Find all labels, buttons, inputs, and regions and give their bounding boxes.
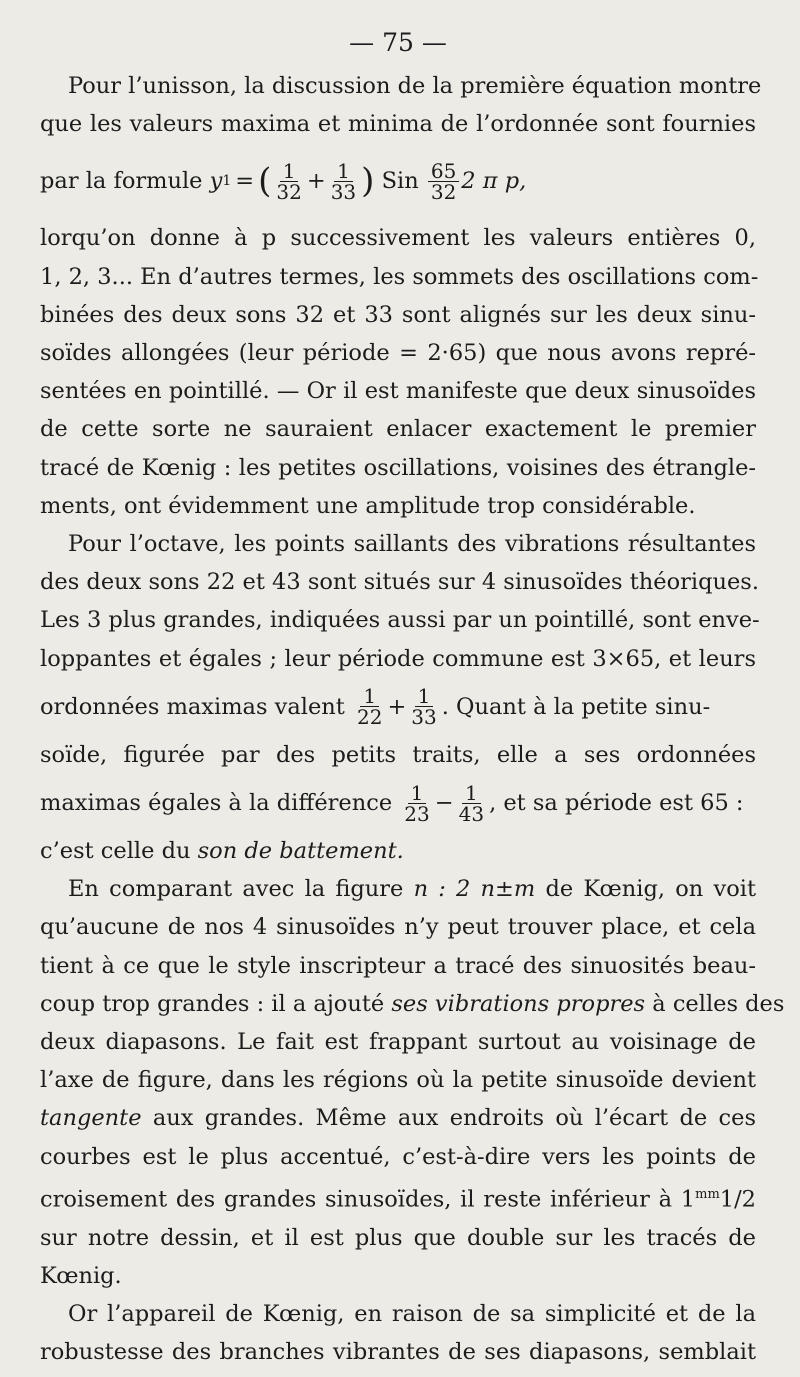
text-line: tient à ce que le style inscripteur a tracé des sinuosités beau- (40, 952, 756, 979)
fraction: $\frac{65}{32}$ (428, 161, 459, 202)
unit-superscript: mm (695, 1186, 720, 1202)
text-suffix: , et sa période est 65 : (489, 789, 744, 816)
text-line: Or l’appareil de Kœnig, en raison de sa simplicité et de la (68, 1300, 756, 1327)
text-line: des deux sons 22 et 43 sont situés sur 4 sinusoïdes théoriques. (40, 569, 759, 596)
text-suffix: . Quant à la petite sinu- (441, 693, 711, 720)
minus-sign: − (434, 789, 454, 816)
text-line: sentées en pointillé. — Or il est manifeste que deux sinusoïdes (40, 378, 756, 405)
paragraph-apparatus (40, 1295, 756, 1371)
fraction: $\frac{1}{32}$ (276, 158, 302, 204)
paragraph-unison (40, 67, 762, 525)
sin-operator: Sin (381, 168, 419, 195)
italic-term: son de battement. (197, 838, 404, 865)
formula-tail: 2 π p, (461, 168, 527, 195)
paragraph-comparison (40, 870, 785, 1295)
text-line: lorqu’on donne à p successivement les valeurs entières 0, (40, 225, 756, 252)
text-line: coup trop grandes : il a ajouté ses vibrations propres à celles des (40, 990, 785, 1017)
fraction-line (40, 678, 756, 736)
text-line: c’est celle du son de battement. (40, 838, 404, 865)
text-line: tangente aux grandes. Même aux endroits où l’écart de ces (40, 1105, 756, 1132)
equals-sign: = (235, 168, 255, 195)
text-line: soïde, figurée par des petits traits, elle a ses ordonnées (40, 741, 756, 768)
fraction: $\frac{1}{33}$ (330, 158, 357, 204)
text-line: courbes est le plus accentué, c’est-à-dire vers les points de (40, 1143, 756, 1170)
fraction: $\frac{1}{22}$ (356, 684, 383, 730)
text-line: deux diapasons. Le fait est frappant surtout au voisinage de (40, 1029, 756, 1056)
paragraph-octave (40, 525, 760, 870)
italic-term: ses vibrations propres (391, 990, 646, 1017)
text-line: croisement des grandes sinusoïdes, il reste inférieur à $1^{mm}1/2$ (40, 1186, 756, 1213)
text-line: robustesse des branches vibrantes de ses diapasons, semblait (40, 1339, 756, 1366)
text-line: Pour l’octave, les points saillants des vibrations résultantes (68, 531, 756, 558)
text-line: Kœnig. (40, 1262, 122, 1289)
fraction: $\frac{1}{23}$ (404, 780, 430, 826)
text-line: En comparant avec la figure n : 2 n±m de Kœnig, on voit (68, 876, 756, 903)
open-paren: ( (258, 161, 272, 202)
var-y-subscript: 1 (222, 173, 232, 190)
close-paren: ) (361, 161, 375, 202)
plus-sign: + (387, 693, 407, 720)
text-line: de cette sorte ne sauraient enlacer exactement le premier (40, 416, 756, 443)
text-line: sur notre dessin, et il est plus que double sur les tracés de (40, 1224, 756, 1251)
text-line: l’axe de figure, dans les régions où la petite sinusoïde devient (40, 1067, 756, 1094)
text-line: qu’aucune de nos 4 sinusoïdes n’y peut trouver place, et cela (40, 914, 756, 941)
text-line: binées des deux sons 32 et 33 sont alignés sur les deux sinu- (40, 301, 756, 328)
text-line: tracé de Kœnig : les petites oscillations, voisines des étrangle- (40, 454, 756, 481)
text-line: Pour l’unisson, la discussion de la première équation montre (68, 73, 762, 99)
formula-line (40, 143, 756, 219)
text-prefix: maximas égales à la différence (40, 789, 393, 816)
fraction: $\frac{1}{43}$ (458, 780, 485, 826)
text-line: ments, ont évidemment une amplitude trop considérable. (40, 492, 696, 519)
var-y: y (209, 168, 223, 195)
text-line: soïdes allongées (leur période = 2·65) que nous avons repré- (40, 340, 756, 367)
page-number: — 75 — (349, 28, 447, 57)
figure-reference: n : 2 n±m (413, 876, 536, 903)
text-line: 1, 2, 3... En d’autres termes, les sommets des oscillations com- (40, 263, 759, 290)
text-line: Les 3 plus grandes, indiquées aussi par un pointillé, sont enve- (40, 607, 760, 634)
italic-term: tangente (40, 1105, 142, 1132)
text-line: loppantes et égales ; leur période commune est 3×65, et leurs (40, 645, 756, 672)
text-line: que les valeurs maxima et minima de l’ordonnée sont fournies (40, 111, 756, 138)
fraction-line (40, 774, 756, 832)
plus-sign: + (306, 168, 326, 195)
fraction: $\frac{1}{33}$ (411, 684, 437, 730)
formula-prefix: par la formule (40, 168, 203, 195)
text-prefix: ordonnées maximas valent (40, 693, 345, 720)
